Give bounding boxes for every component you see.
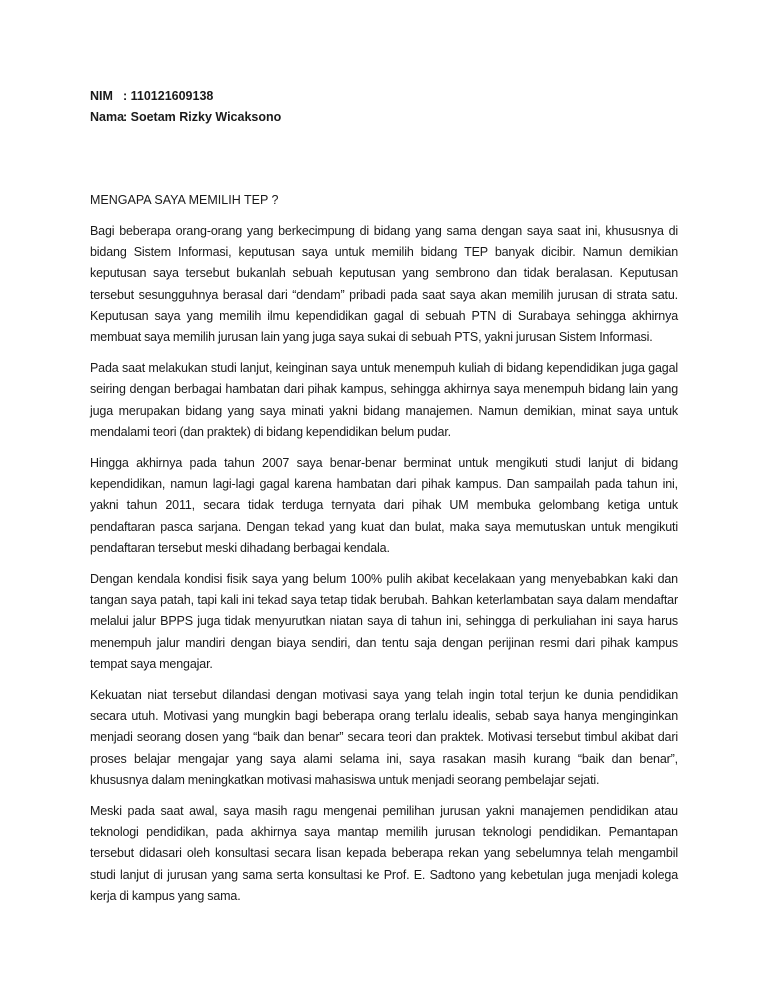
nim-label: NIM: [90, 89, 113, 103]
paragraph-1: Bagi beberapa orang-orang yang berkecimpung di bidang yang sama dengan saya saat ini, khususnya di bidang Sistem Informasi, keputusan saya untuk memilih bidang TEP banyak dicibir. Namun demikian keputusan saya tersebut bukanlah sebuah keputusan yang sembrono dan tidak beralasan. Keputusan tersebut sesungguhnya berasal dari “dendam” pribadi pada saat saya akan memilih jurusan di strata satu. Keputusan saya yang memilih ilmu kependidikan gagal di sebuah PTN di Surabaya sehingga akhirnya membuat saya memilih jurusan lain yang juga saya sukai di sebuah PTS, yakni jurusan Sistem Informasi.: [90, 224, 678, 345]
document-page: [90, 86, 678, 907]
paragraph-3: Hingga akhirnya pada tahun 2007 saya benar-benar berminat untuk mengikuti studi lanjut di bidang kependidikan, namun lagi-lagi gagal karena hambatan dari pihak kampus. Dan sampailah pada tahun ini, yakni tahun 2011, secara tidak terduga ternyata dari pihak UM membuka gelombang ketiga untuk pendaftaran pasca sarjana. Dengan tekad yang kuat dan bulat, maka saya memutuskan untuk mengikuti pendaftaran tersebut meski dihadang berbagai kendala.: [90, 456, 678, 555]
nim-row: [90, 86, 678, 107]
nama-label: Nama: [90, 110, 125, 124]
document-title: MENGAPA SAYA MEMILIH TEP ?: [90, 193, 279, 207]
nama-value: : Soetam Rizky Wicaksono: [123, 110, 282, 124]
paragraph-4: Dengan kendala kondisi fisik saya yang belum 100% pulih akibat kecelakaan yang menyebabkan kaki dan tangan saya patah, tapi kali ini tekad saya tetap tidak berubah. Bahkan keterlambatan saya dalam mendaftar melalui jalur BPPS juga tidak menyurutkan niatan saya di tahun ini, sehingga di perkuliahan ini saya harus menempuh jalur mandiri dengan biaya sendiri, dan tentu saja dengan perijinan resmi dari pihak kampus tempat saya mengajar.: [90, 572, 678, 671]
nama-row: [90, 107, 678, 128]
student-identity: [90, 86, 678, 128]
paragraph-2: Pada saat melakukan studi lanjut, keinginan saya untuk menempuh kuliah di bidang kependidikan juga gagal seiring dengan berbagai hambatan dari pihak kampus, sehingga akhirnya saya menempuh bidang lain yang juga merupakan bidang yang saya minati yakni bidang manajemen. Namun demikian, minat saya untuk mendalami teori (dan praktek) di bidang kependidikan belum pudar.: [90, 361, 678, 439]
nim-value: : 110121609138: [123, 89, 214, 103]
paragraph-5: Kekuatan niat tersebut dilandasi dengan motivasi saya yang telah ingin total terjun ke dunia pendidikan secara utuh. Motivasi yang mungkin bagi beberapa orang terlalu idealis, sebab saya hanya menginginkan menjadi seorang dosen yang “baik dan benar” secara teori dan praktek. Motivasi tersebut timbul akibat dari proses belajar mengajar yang saya alami selama ini, saya rasakan masih kurang “baik dan benar”, khususnya dalam meningkatkan motivasi mahasiswa untuk menjadi seorang pembelajar sejati.: [90, 688, 678, 787]
paragraph-6: Meski pada saat awal, saya masih ragu mengenai pemilihan jurusan yakni manajemen pendidikan atau teknologi pendidikan, pada akhirnya saya mantap memilih jurusan teknologi pendidikan. Pemantapan tersebut didasari oleh konsultasi secara lisan kepada beberapa rekan yang sebelumnya telah mengambil studi lanjut di jurusan yang sama serta konsultasi ke Prof. E. Sadtono yang kebetulan juga menjadi kolega kerja di kampus yang sama.: [90, 804, 678, 903]
